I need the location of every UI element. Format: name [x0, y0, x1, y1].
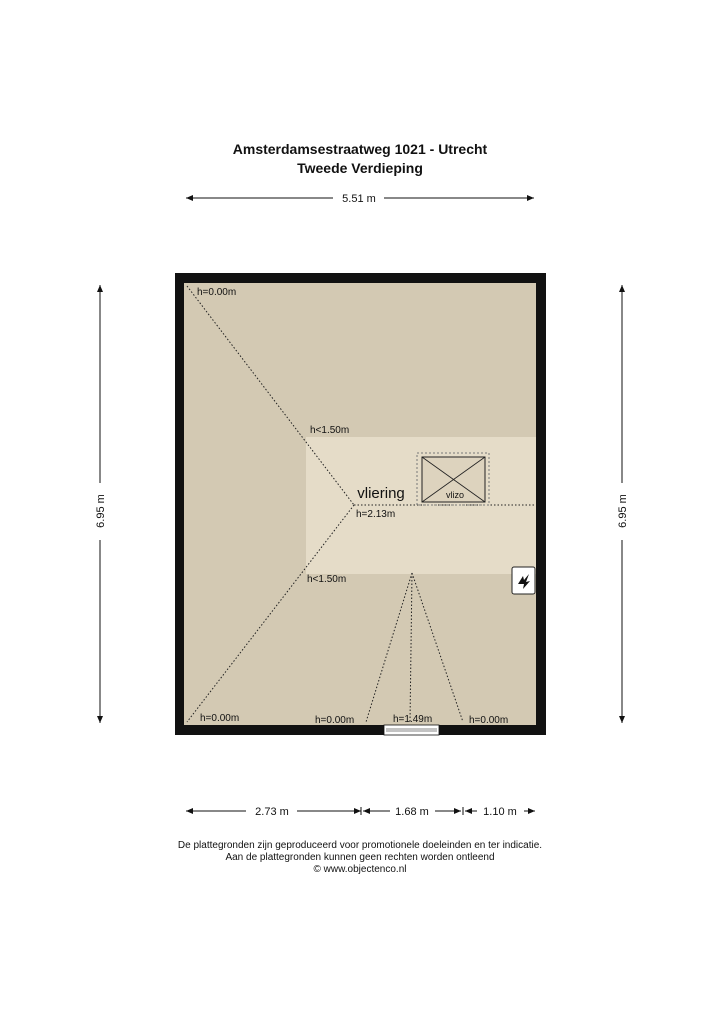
disclaimer-line-2: Aan de plattegronden kunnen geen rechten worden ontleend: [225, 852, 495, 863]
floor-subtitle: Tweede Verdieping: [297, 160, 423, 176]
height-label-bottom-mid-left: h=0.00m: [315, 715, 355, 726]
plan-title: Amsterdamsestraatweg 1021 - Utrecht: [232, 141, 488, 157]
height-label-bottom-center: h=1.49m: [393, 714, 433, 725]
left-dimension-label: 6.95 m: [95, 494, 107, 528]
room-name: vliering: [357, 485, 405, 502]
window: [384, 725, 439, 735]
height-label-top-left: h=0.00m: [197, 287, 237, 298]
copyright-line: © www.objectenco.nl: [313, 864, 407, 875]
top-dimension-label: 5.51 m: [342, 193, 376, 205]
bottom-dimensions: [186, 806, 535, 818]
right-dimension: [617, 285, 629, 723]
disclaimer-line-1: De plattegronden zijn geproduceerd voor promotionele doeleinden en ter indicatie.: [177, 840, 543, 851]
height-label-upper-mid: h<1.50m: [310, 425, 350, 436]
attic-hatch: [417, 453, 489, 505]
height-label-bottom-right: h=0.00m: [469, 715, 509, 726]
height-label-bottom-left: h=0.00m: [200, 713, 240, 724]
bottom-dimension-3: 1.10 m: [483, 806, 517, 818]
bottom-dimension-2: 1.68 m: [395, 806, 429, 818]
bottom-dimension-1: 2.73 m: [255, 806, 289, 818]
hatch-label: vlizo: [445, 490, 465, 500]
right-dimension-label: 6.95 m: [617, 494, 629, 528]
boiler-symbol: [512, 567, 535, 594]
top-dimension: [186, 193, 534, 205]
height-label-lower-mid: h<1.50m: [307, 574, 347, 585]
height-label-center: h=2.13m: [356, 509, 396, 520]
left-dimension: [95, 285, 107, 723]
